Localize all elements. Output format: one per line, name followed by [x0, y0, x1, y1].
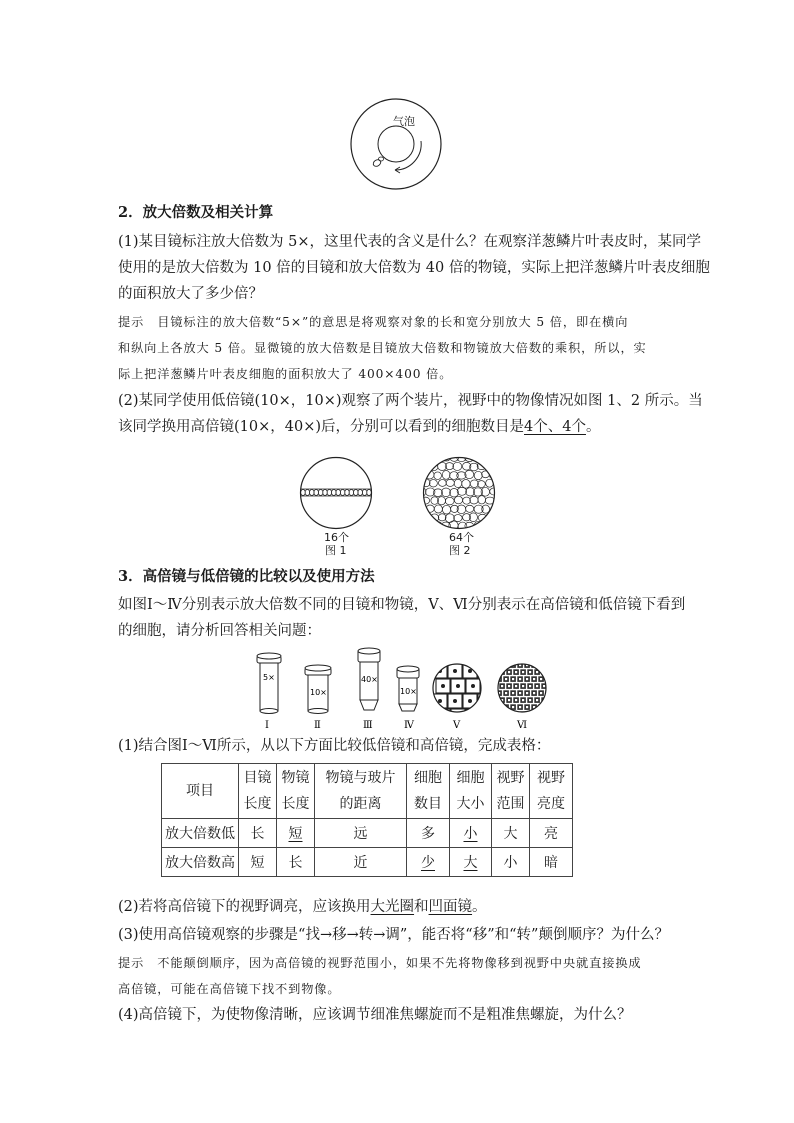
nucleus	[505, 678, 507, 680]
nucleus	[526, 678, 528, 680]
nucleus	[508, 699, 510, 701]
nucleus	[536, 713, 538, 715]
lens-label: Ⅲ	[363, 720, 373, 731]
s3-q1-line: (1)结合图Ⅰ～Ⅵ所示，从以下方面比较低倍镜和高倍镜，完成表格：	[118, 738, 551, 754]
header-cell: 视野 范围	[492, 764, 530, 819]
rotation-arrow-arc	[395, 141, 421, 170]
eyepiece-i	[257, 653, 281, 714]
nucleus	[515, 685, 517, 687]
table-cell: 亮	[530, 819, 573, 848]
table-cell: 大	[492, 819, 530, 848]
lens-label: Ⅵ	[517, 720, 528, 731]
nucleus	[456, 684, 460, 688]
s2-q2-line	[118, 417, 688, 437]
s3-q4-line: (4)高倍镜下，为使物像清晰，应该调节细准焦螺旋而不是粗准焦螺旋，为什么？	[118, 1007, 632, 1023]
cell	[454, 479, 462, 487]
table-cell: 多	[407, 819, 450, 848]
nucleus	[540, 706, 542, 708]
cell	[418, 488, 426, 497]
cell	[462, 480, 470, 489]
figure-2-field	[422, 456, 496, 530]
s3-hint-line: 提示 不能颠倒顺序，因为高倍镜的视野范围小，如果不先将物像移到视野中央就直接换成	[118, 956, 642, 970]
cell	[345, 490, 350, 496]
s3-intro-line: 如图Ⅰ～Ⅳ分别表示放大倍数不同的目镜和物镜，Ⅴ、Ⅵ分别表示在高倍镜和低倍镜下看到	[118, 597, 686, 613]
table-cell: 远	[315, 819, 407, 848]
nucleus	[547, 692, 549, 694]
cell	[418, 523, 427, 530]
cell	[429, 463, 438, 470]
cell	[422, 462, 430, 471]
s3-q2-answer: 凹面镜	[428, 899, 473, 915]
cell	[496, 662, 502, 668]
cell	[305, 490, 310, 496]
lens-label: Ⅰ	[265, 720, 269, 731]
section-2-heading: 2．放大倍数及相关计算	[118, 204, 274, 221]
nucleus	[453, 669, 457, 673]
nucleus	[550, 699, 552, 701]
nucleus	[543, 671, 545, 673]
nucleus	[441, 684, 445, 688]
lens-label: Ⅱ	[314, 720, 321, 731]
table-cell: 大	[450, 848, 492, 877]
figure-2-count: 64个	[449, 531, 474, 544]
cell-row	[301, 490, 372, 496]
figure-1-field	[299, 456, 373, 530]
cell-grid	[417, 453, 503, 531]
cell	[436, 709, 450, 723]
table-cell: 短	[239, 848, 277, 877]
nucleus	[550, 685, 552, 687]
lens-label: Ⅴ	[453, 720, 461, 731]
cell	[490, 454, 498, 462]
nucleus	[547, 678, 549, 680]
cell	[349, 490, 354, 496]
cell	[489, 522, 497, 529]
cell	[545, 662, 551, 668]
cell	[474, 471, 482, 479]
nucleus	[508, 671, 510, 673]
cell	[463, 497, 471, 504]
cell	[332, 490, 337, 496]
nucleus	[543, 685, 545, 687]
cell	[445, 497, 454, 505]
table-cell: 小	[492, 848, 530, 877]
cell	[453, 462, 462, 470]
table-cell: 小	[450, 819, 492, 848]
cell	[323, 490, 328, 496]
nucleus	[498, 664, 500, 666]
cell	[434, 505, 442, 513]
nucleus	[471, 714, 475, 718]
s3-q2-line	[118, 897, 688, 917]
nucleus	[505, 692, 507, 694]
small-object	[379, 157, 384, 161]
cell	[538, 662, 544, 668]
cell	[494, 479, 503, 488]
nucleus	[536, 699, 538, 701]
nucleus	[519, 678, 521, 680]
nucleus	[522, 699, 524, 701]
cell	[454, 496, 462, 504]
table-cell: 少	[407, 848, 450, 877]
cell	[478, 664, 492, 678]
nucleus	[529, 671, 531, 673]
header-cell: 细胞 大小	[450, 764, 492, 819]
cell	[358, 490, 363, 496]
nucleus	[550, 713, 552, 715]
cell	[434, 522, 442, 529]
nucleus	[441, 714, 445, 718]
cell	[481, 455, 489, 462]
cell	[367, 490, 372, 496]
cell	[494, 497, 502, 504]
nucleus	[468, 699, 472, 703]
field-of-view-outer	[351, 99, 441, 189]
s2-hint-line: 提示 目镜标注的放大倍数“5×”的意思是将观察对象的长和宽分别放大 5 倍，即在横向	[118, 315, 629, 329]
nucleus	[512, 678, 514, 680]
cell	[482, 521, 491, 529]
nucleus	[529, 699, 531, 701]
bubble-circle	[378, 126, 414, 162]
cell	[314, 490, 319, 496]
table-cell: 放大倍数低	[162, 819, 239, 848]
figure-2-label: 图 2	[449, 544, 471, 557]
s3-q3-line: (3)使用高倍镜观察的步骤是“找→移→转→调”，能否将“移”和“转”颠倒顺序？为什么？	[118, 927, 669, 943]
cell	[327, 490, 332, 496]
nucleus	[533, 664, 535, 666]
header-cell: 项目	[162, 764, 239, 819]
nucleus	[543, 713, 545, 715]
cell	[421, 497, 429, 504]
s2-q2-answer: 4个、4个	[524, 419, 586, 435]
cell	[466, 505, 474, 512]
nucleus	[471, 684, 475, 688]
cell	[454, 515, 462, 522]
cell	[438, 514, 446, 521]
cell	[434, 454, 442, 462]
cell	[417, 506, 426, 513]
nucleus	[536, 671, 538, 673]
table-cell: 短	[277, 819, 315, 848]
s3-q2-text: (2)若将高倍镜下的视野调亮，应该换用	[118, 899, 371, 915]
lens-figures	[250, 648, 550, 734]
cell	[527, 711, 533, 717]
cell	[478, 496, 486, 504]
s3-q2-text: 和	[414, 899, 429, 915]
figure-1-label: 图 1	[325, 544, 347, 557]
cell	[481, 709, 495, 723]
lens-mark: 5×	[263, 673, 275, 682]
nucleus	[512, 692, 514, 694]
cell	[499, 711, 505, 717]
small-object	[372, 158, 382, 168]
nucleus	[468, 669, 472, 673]
lens-mark: 40×	[361, 675, 378, 684]
nucleus	[501, 685, 503, 687]
s2-q2-line: (2)某同学使用低倍镜(10×，10×)观察了两个装片，视野中的物像情况如图 1、2 所示。当	[118, 393, 703, 409]
cell	[506, 711, 512, 717]
cell	[548, 683, 554, 689]
cell	[494, 463, 503, 471]
cell	[496, 704, 502, 710]
header-cell: 目镜 长度	[239, 764, 277, 819]
nucleus	[522, 713, 524, 715]
cells-low-power-vi	[496, 662, 554, 717]
nucleus	[522, 671, 524, 673]
header-cell: 物镜 长度	[277, 764, 315, 819]
nucleus	[522, 685, 524, 687]
nucleus	[519, 706, 521, 708]
nucleus	[515, 713, 517, 715]
cell	[442, 471, 450, 480]
s2-q1-line: (1)某目镜标注放大倍数为 5×，这里代表的含义是什么？在观察洋葱鳞片叶表皮时，某同学	[118, 234, 702, 250]
nucleus	[529, 685, 531, 687]
s2-q1-line: 的面积放大了多少倍？	[118, 286, 263, 302]
header-cell: 视野 亮度	[530, 764, 573, 819]
table-cell: 长	[277, 848, 315, 877]
header-cell: 物镜与玻片 的距离	[315, 764, 407, 819]
cell	[429, 480, 437, 487]
s2-hint-line: 际上把洋葱鳞片叶表皮细胞的面积放大了 400×400 倍。	[118, 367, 453, 381]
cell	[336, 490, 341, 496]
cell	[548, 669, 554, 675]
cell	[534, 711, 540, 717]
nucleus	[540, 664, 542, 666]
cell	[481, 679, 495, 693]
nucleus	[486, 684, 490, 688]
nucleus	[547, 706, 549, 708]
cell	[301, 490, 306, 496]
s2-hint-line: 和纵向上各放大 5 倍。显微镜的放大倍数是目镜放大倍数和物镜放大倍数的乘积，所以，实	[118, 341, 647, 355]
lens-mark: 10×	[310, 688, 327, 697]
cell	[545, 676, 551, 682]
nucleus	[501, 713, 503, 715]
nucleus	[533, 678, 535, 680]
cell	[470, 496, 478, 504]
nucleus	[505, 664, 507, 666]
nucleus	[483, 699, 487, 703]
table-cell: 长	[239, 819, 277, 848]
cells-high-power-v	[433, 664, 495, 723]
cell	[354, 490, 359, 496]
nucleus	[515, 699, 517, 701]
nucleus	[483, 669, 487, 673]
cell	[418, 471, 426, 479]
cell	[318, 490, 323, 496]
table-header-row	[162, 764, 573, 819]
table-cell: 放大倍数高	[162, 848, 239, 877]
cell	[340, 490, 345, 496]
s3-q2-text: 。	[472, 899, 487, 915]
cell	[442, 505, 450, 514]
cell	[310, 490, 315, 496]
nucleus	[540, 692, 542, 694]
nucleus	[536, 685, 538, 687]
nucleus	[486, 714, 490, 718]
cell	[493, 514, 502, 521]
nucleus	[438, 699, 442, 703]
nucleus	[453, 699, 457, 703]
bubble-figure	[349, 97, 443, 191]
s2-q2-text: 。	[585, 419, 601, 435]
s3-hint-line: 高倍镜，可能在高倍镜下找不到物像。	[118, 982, 341, 996]
cell	[545, 704, 551, 710]
table-cell: 暗	[530, 848, 573, 877]
cell	[418, 454, 426, 461]
table-cell: 近	[315, 848, 407, 877]
s3-intro-line: 的细胞，请分析回答相关问题：	[118, 623, 321, 639]
s2-q2-text: 该同学换用高倍镜(10×，40×)后，分别可以看到的细胞数目是	[118, 419, 525, 435]
nucleus	[508, 685, 510, 687]
lens-mark: 10×	[400, 687, 417, 696]
nucleus	[533, 692, 535, 694]
nucleus	[550, 671, 552, 673]
nucleus	[519, 692, 521, 694]
section-3-heading: 3．高倍镜与低倍镜的比较以及使用方法	[118, 568, 375, 585]
cell	[548, 711, 554, 717]
cell	[426, 454, 434, 463]
comparison-table	[161, 763, 573, 877]
bubble-label: 气泡	[393, 115, 415, 128]
nucleus	[508, 713, 510, 715]
nucleus	[515, 671, 517, 673]
cell	[362, 490, 367, 496]
nucleus	[512, 706, 514, 708]
cell	[425, 523, 434, 530]
figure-1-count: 16个	[324, 531, 349, 544]
cell	[503, 662, 509, 668]
cell	[434, 472, 442, 480]
cell	[446, 479, 454, 486]
nucleus	[540, 678, 542, 680]
cell	[438, 480, 446, 487]
cell	[466, 709, 480, 723]
nucleus	[547, 664, 549, 666]
s2-q1-line: 使用的是放大倍数为 10 倍的目镜和放大倍数为 40 倍的物镜，实际上把洋葱鳞片叶表皮细胞	[118, 260, 710, 276]
s3-q2-answer: 大光圈	[370, 899, 415, 915]
nucleus	[526, 692, 528, 694]
table-row	[162, 819, 573, 848]
header-cell: 细胞 数目	[407, 764, 450, 819]
nucleus	[498, 706, 500, 708]
nucleus	[529, 713, 531, 715]
cell	[422, 514, 430, 522]
nucleus	[526, 706, 528, 708]
cell	[548, 697, 554, 703]
cell	[541, 711, 547, 717]
lens-label: Ⅳ	[404, 720, 414, 731]
nucleus	[456, 714, 460, 718]
table-row	[162, 848, 573, 877]
